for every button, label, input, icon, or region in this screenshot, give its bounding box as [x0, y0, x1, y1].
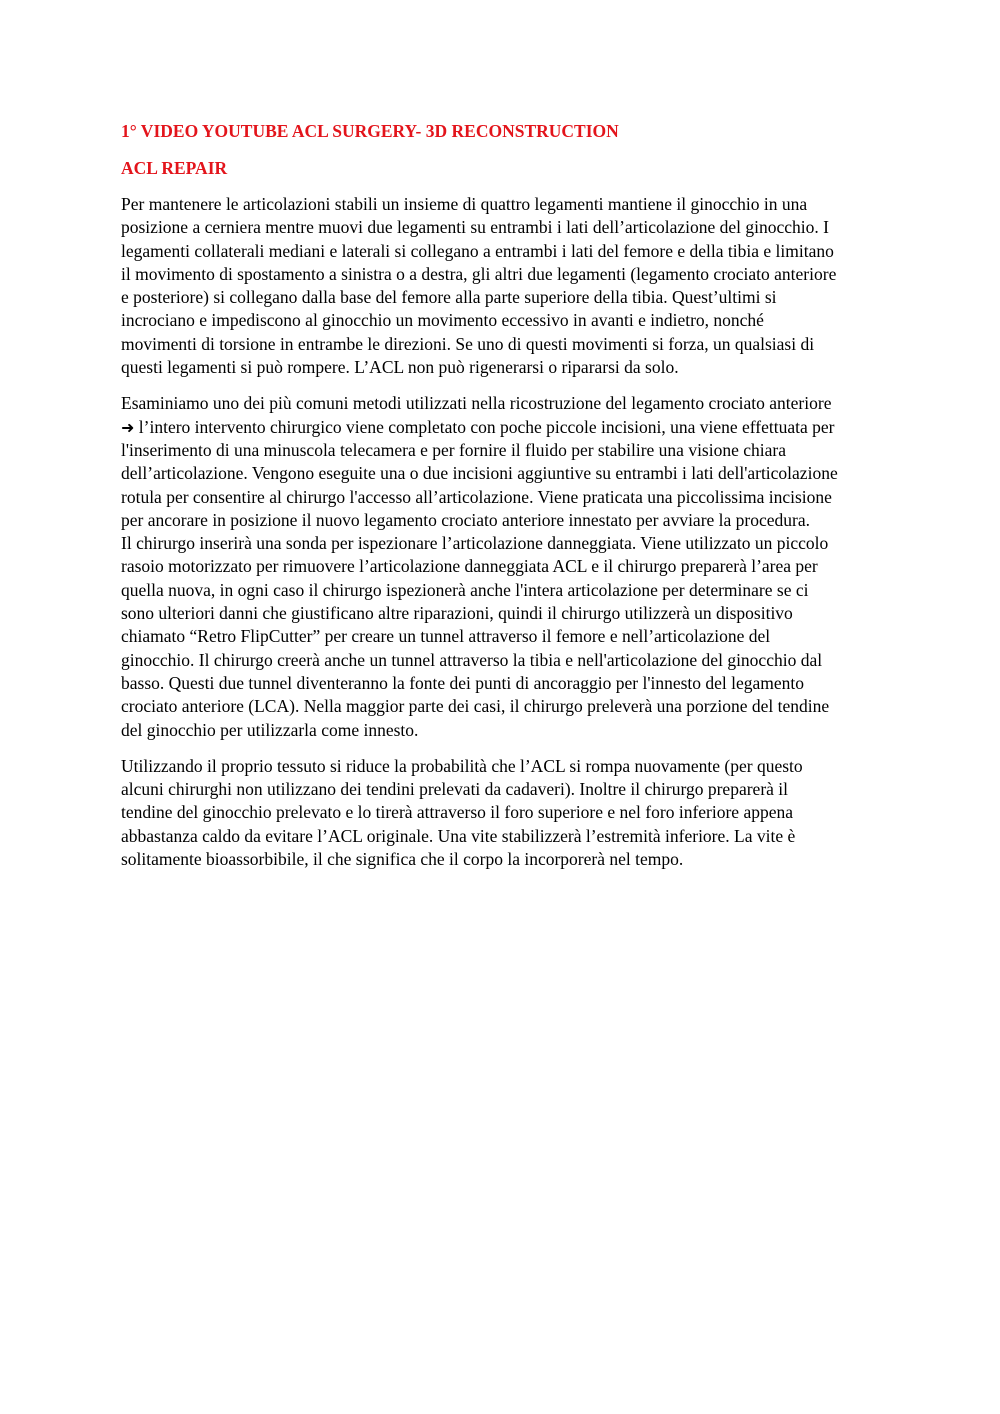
text-line: crociato anteriore (LCA). Nella maggior parte dei casi, il chirurgo preleverà una porzione del tendine: [121, 696, 830, 717]
text-line: Esaminiamo uno dei più comuni metodi utilizzati nella ricostruzione del legamento crociato anteriore: [121, 393, 832, 414]
text-line: Utilizzando il proprio tessuto si riduce la probabilità che l’ACL si rompa nuovamente (per questo: [121, 755, 803, 776]
document-title: 1° VIDEO YOUTUBE ACL SURGERY- 3D RECONSTRUCTION: [121, 121, 619, 141]
text-line: rotula per consentire al chirurgo l'accesso all’articolazione. Viene praticata una piccolissima incisione: [121, 486, 832, 507]
text-line: Per mantenere le articolazioni stabili un insieme di quattro legamenti mantiene il ginocchio in una: [121, 194, 808, 214]
text-line: rasoio motorizzato per rimuovere l’articolazione danneggiata ACL e il chirurgo preparerà l’area per: [121, 556, 818, 577]
text-line: per ancorare in posizione il nuovo legamento crociato anteriore innestato per avviare la procedura.: [121, 509, 811, 530]
text-line: legamenti collaterali mediani e laterali si collegano a entrambi i lati del femore e della tibia e limitano: [121, 240, 834, 261]
text-line: quella nuova, in ogni caso il chirurgo ispezionerà anche l'intera articolazione per determinare se ci: [121, 579, 809, 600]
paragraph-1: [121, 193, 891, 379]
text-line: solitamente bioassorbibile, il che significa che il corpo la incorporerà nel tempo.: [121, 849, 684, 870]
text-line: il movimento di spostamento a sinistra o a destra, gli altri due legamenti (legamento crociato anteriore: [121, 263, 837, 284]
text-line: Il chirurgo inserirà una sonda per ispezionare l’articolazione danneggiata. Viene utilizzato un piccolo: [121, 533, 829, 554]
text-line: tendine del ginocchio prelevato e lo tirerà attraverso il foro superiore e nel foro inferiore appena: [121, 802, 793, 823]
text-line-with-arrow: [121, 416, 891, 439]
text-line: ginocchio. Il chirurgo creerà anche un tunnel attraverso la tibia e nell'articolazione del ginocchio dal: [121, 649, 823, 670]
text-line: sono ulteriori danni che giustificano altre riparazioni, quindi il chirurgo utilizzerà un dispositivo: [121, 603, 793, 624]
text-line: questi legamenti si può rompere. L’ACL non può rigenerarsi o ripararsi da solo.: [121, 357, 679, 378]
text-line: chiamato “Retro FlipCutter” per creare un tunnel attraverso il femore e nell’articolazione del: [121, 626, 771, 647]
arrow-line-text: l’intero intervento chirurgico viene completato con poche piccole incisioni, una viene effettuata per: [134, 416, 835, 437]
text-line: movimenti di torsione in entrambe le direzioni. Se uno di questi movimenti si forza, un qualsiasi di: [121, 333, 815, 354]
paragraph-2: [121, 392, 891, 741]
text-line: incrociano e impediscono al ginocchio un movimento eccessivo in avanti e indietro, nonché: [121, 310, 764, 331]
text-line: l'inserimento di una minuscola telecamera e per fornire il fluido per stabilire una visione chiara: [121, 439, 786, 460]
paragraph-3: [121, 755, 891, 871]
document-page: [121, 118, 891, 884]
right-arrow-icon: ➜: [121, 417, 135, 437]
text-line: alcuni chirurghi non utilizzano dei tendini prelevati da cadaveri). Inoltre il chirurgo preparerà il: [121, 779, 789, 800]
section-heading: ACL REPAIR: [121, 158, 228, 178]
text-line: abbastanza caldo da evitare l’ACL originale. Una vite stabilizzerà l’estremità inferiore. La vite è: [121, 825, 796, 846]
text-line: e posteriore) si collegano dalla base del femore alla parte superiore della tibia. Quest’ultimi si: [121, 287, 777, 308]
text-line: posizione a cerniera mentre muovi due legamenti su entrambi i lati dell’articolazione del ginocchio. I: [121, 217, 829, 238]
text-line: basso. Questi due tunnel diventeranno la fonte dei punti di ancoraggio per l'innesto del legamento: [121, 672, 805, 693]
text-line: del ginocchio per utilizzarla come innesto.: [121, 719, 419, 740]
text-line: dell’articolazione. Vengono eseguite una o due incisioni aggiuntive su entrambi i lati dell'articolazione: [121, 463, 838, 484]
